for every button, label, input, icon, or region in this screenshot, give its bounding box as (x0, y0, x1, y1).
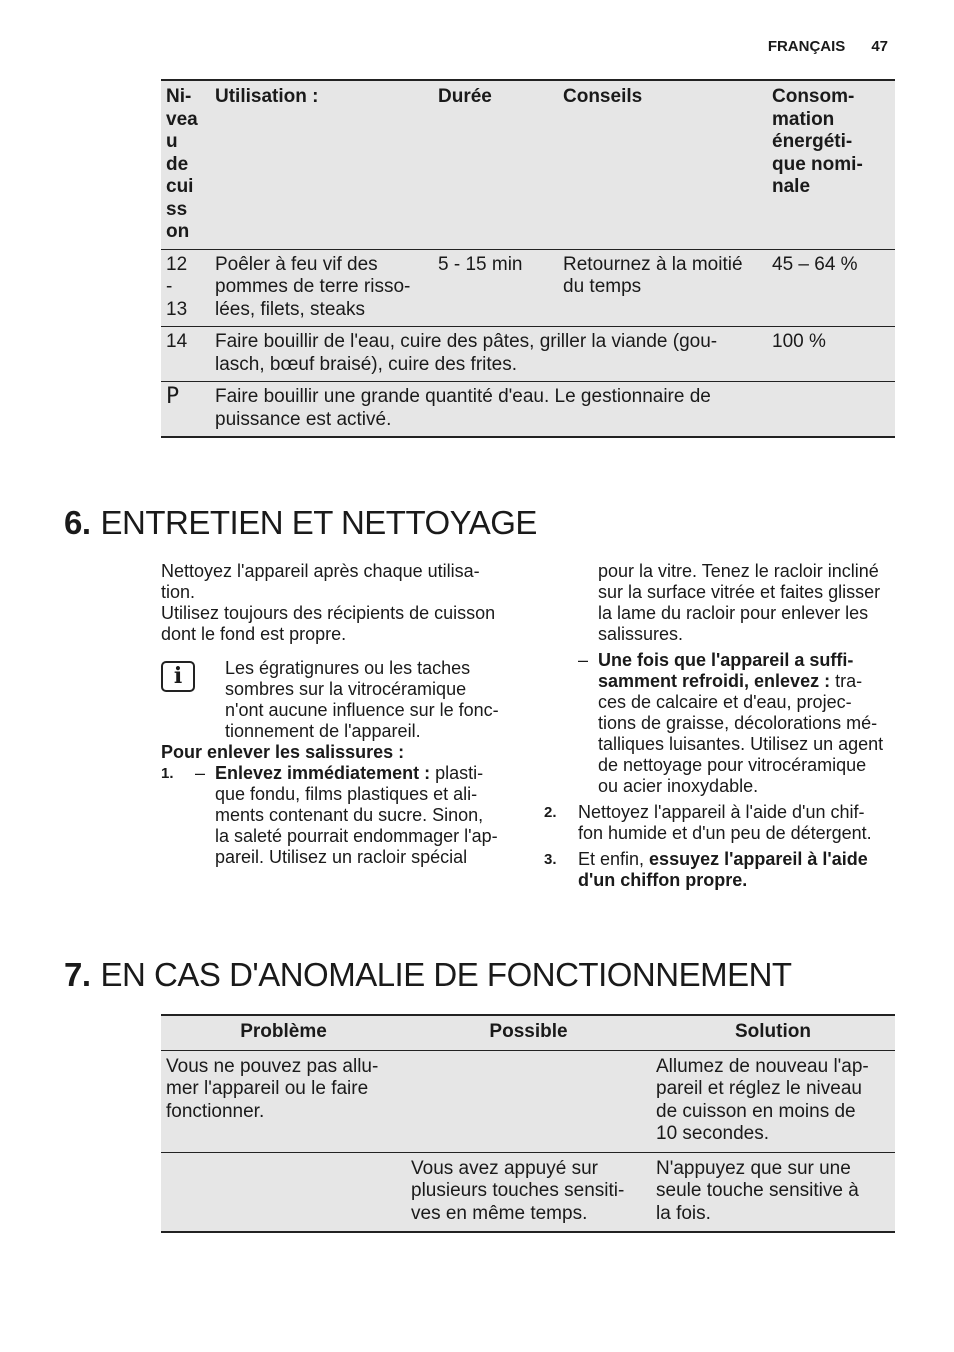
section-number: 7. (64, 956, 91, 993)
step-text: Nettoyez l'appareil à l'aide d'un chif- fon humide et d'un peu de détergent. (578, 802, 872, 843)
section-number: 6. (64, 504, 91, 541)
cell-advice: Retournez à la moitié du temps (558, 249, 767, 327)
table-row (161, 1152, 895, 1232)
cell-problem: Vous ne pouvez pas allu- mer l'appareil ou le faire fonctionner. (161, 1050, 406, 1152)
section-title: EN CAS D'ANOMALIE DE FONCTIONNEMENT (100, 956, 792, 993)
cell-possible: Vous avez appuyé sur plusieurs touches sensiti- ves en même temps. (406, 1152, 651, 1232)
header-level: Ni- vea u de cui ss on (161, 80, 210, 249)
header-problem: Problème (161, 1015, 406, 1050)
power-booster-symbol: P (161, 382, 210, 438)
table-row (161, 249, 895, 327)
info-icon: i (161, 661, 195, 692)
cell-use: Poêler à feu vif des pommes de terre risso- lées, filets, steaks (210, 249, 433, 327)
cell-level: 12 - 13 (161, 249, 210, 327)
list-item (544, 849, 894, 891)
cell-solution: N'appuyez que sur une seule touche sensitive à la fois. (651, 1152, 895, 1232)
header-possible: Possible (406, 1015, 651, 1050)
cell-level: 14 (161, 327, 210, 382)
section-7-heading (64, 956, 792, 994)
step-continuation: pour la vitre. Tenez le racloir incliné sur la surface vitrée et faites glisser la lame du racloir pour enlever les salissures. (598, 561, 881, 644)
page-header (768, 38, 888, 55)
table-row (161, 1050, 895, 1152)
info-text: Les égratignures ou les taches sombres sur la vitrocéramique n'ont aucune influence sur le fonc- tionnement de l'appareil. (225, 658, 499, 741)
table-header-row (161, 1015, 895, 1050)
subheading: Pour enlever les salissures : (161, 742, 405, 762)
paragraph: Nettoyez l'appareil après chaque utilisa- tion. (161, 561, 480, 602)
cooking-levels-table (161, 79, 895, 438)
cell-consumption: 100 % (767, 327, 895, 382)
dash: – (195, 763, 206, 783)
header-solution: Solution (651, 1015, 895, 1050)
table-row (161, 382, 895, 438)
cell-solution: Allumez de nouveau l'ap- pareil et réglez le niveau de cuisson en moins de 10 secondes. (651, 1050, 895, 1152)
header-advice: Conseils (558, 80, 767, 249)
page-number: 47 (871, 38, 888, 55)
step-bold: Enlevez immédiatement : (215, 763, 431, 783)
table-row (161, 327, 895, 382)
cell-use: Faire bouillir une grande quantité d'eau. Le gestionnaire de puissance est activé. (210, 382, 895, 438)
left-column (161, 561, 521, 868)
cell-possible (406, 1050, 651, 1152)
section-6-heading (64, 504, 537, 542)
step-text: tra- ces de calcaire et d'eau, projec- tions de graisse, décolorations mé- talliques luisantes. Utilisez un agent de nettoyage pour vitrocéramique ou acier inoxydable. (598, 671, 884, 796)
step-bold: essuyez l'appareil à l'aide d'un chiffon propre. (578, 849, 868, 890)
table-header-row (161, 80, 895, 249)
list-item (544, 650, 894, 797)
cell-consumption: 45 – 64 % (767, 249, 895, 327)
dash: – (578, 650, 589, 670)
header-use: Utilisation : (210, 80, 433, 249)
right-column (544, 561, 894, 891)
step-bold: Une fois que l'appareil a suffi- samment refroidi, enlevez : (598, 650, 854, 691)
info-note (161, 658, 521, 742)
language-label: FRANÇAIS (767, 38, 846, 55)
cell-duration: 5 - 15 min (433, 249, 558, 327)
step-text: plasti- que fondu, films plastiques et ali- ments contenant du sucre. Sinon, la saleté pourrait endommager l'ap- pareil. Utilisez un racloir spécial (215, 763, 498, 867)
troubleshooting-table (161, 1014, 895, 1233)
cell-use: Faire bouillir de l'eau, cuire des pâtes, griller la viande (gou- lasch, bœuf braisé), cuire des frites. (210, 327, 767, 382)
section-title: ENTRETIEN ET NETTOYAGE (100, 504, 537, 541)
list-item (161, 763, 521, 868)
paragraph: Utilisez toujours des récipients de cuisson dont le fond est propre. (161, 603, 496, 644)
step-number: 2. (544, 804, 557, 821)
header-consumption: Consom- mation énergéti- que nomi- nale (767, 80, 895, 249)
step-text: Et enfin, (578, 849, 650, 869)
list-item (544, 802, 894, 844)
step-number: 3. (544, 851, 557, 868)
step-number: 1. (161, 765, 174, 782)
header-duration: Durée (433, 80, 558, 249)
cell-problem (161, 1152, 406, 1232)
